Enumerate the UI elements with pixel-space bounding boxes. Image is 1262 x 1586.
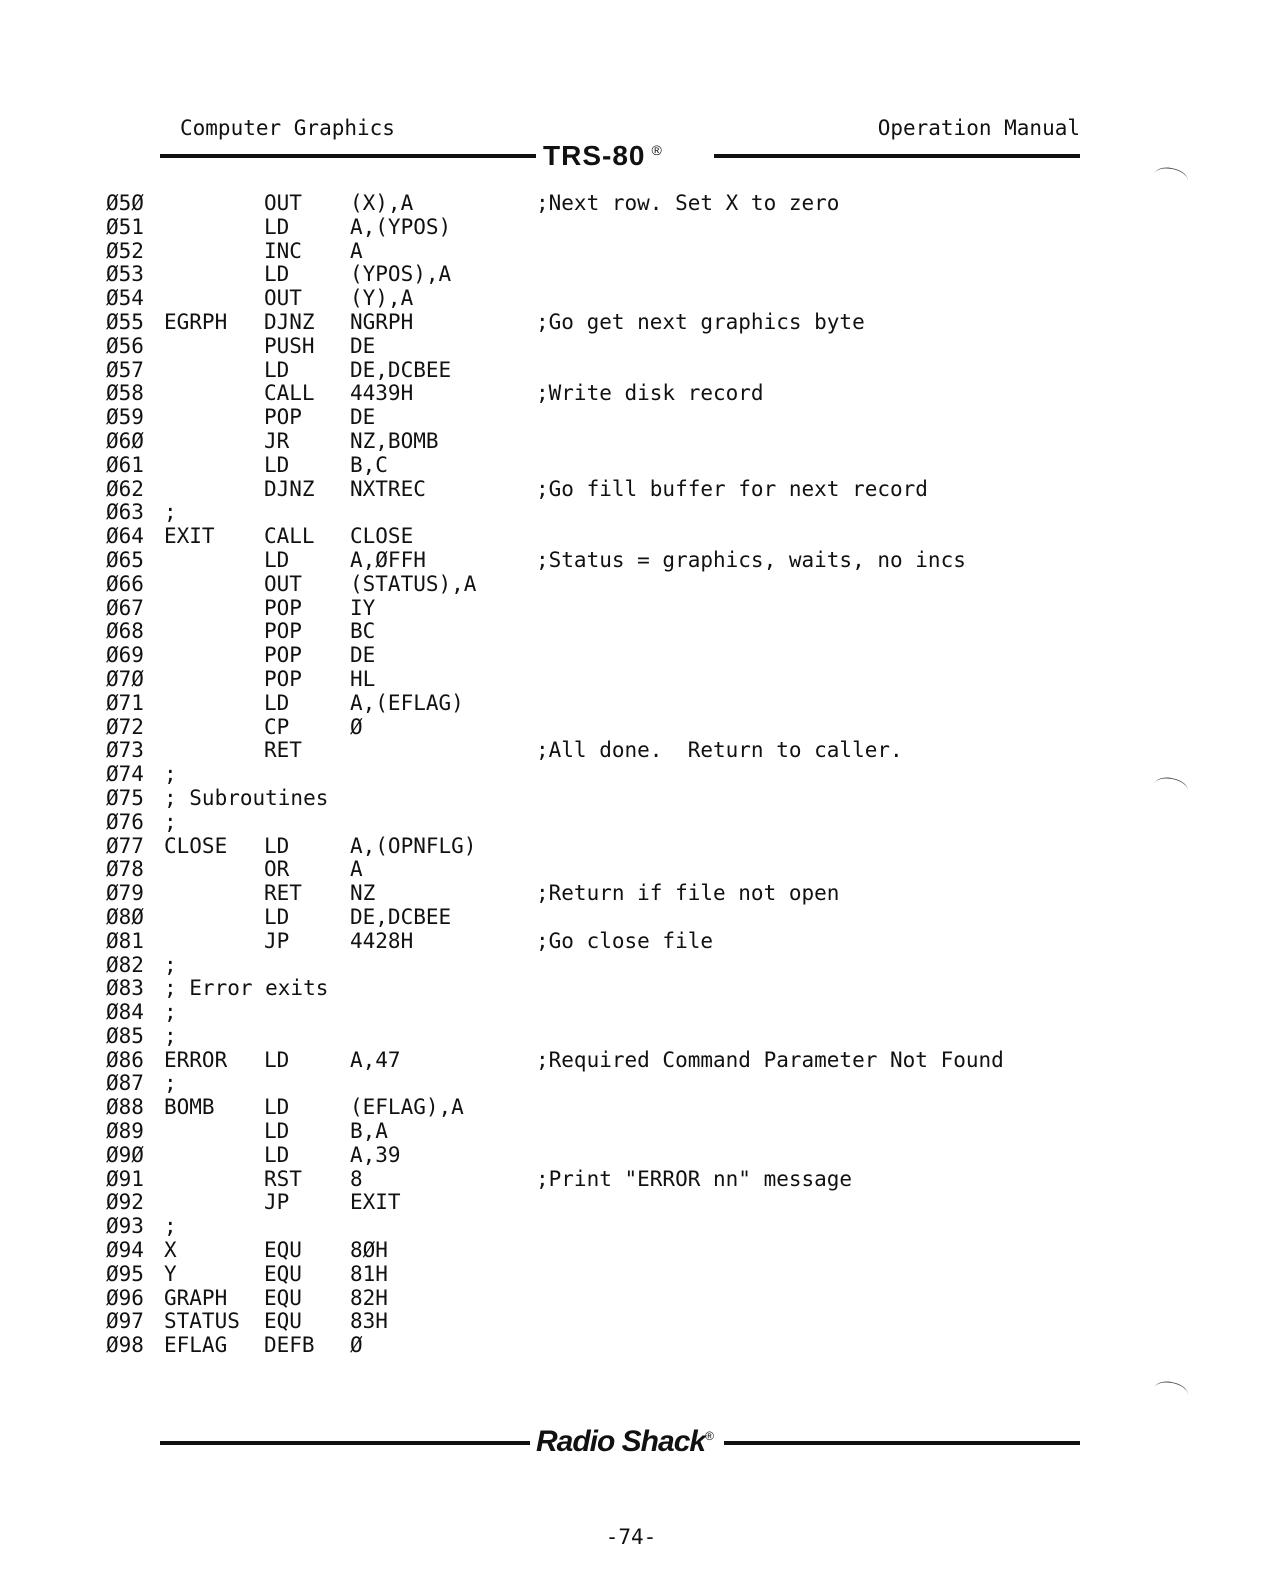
header-title-left: Computer Graphics bbox=[180, 116, 395, 140]
line-number: Ø71 bbox=[106, 690, 144, 715]
line-number: Ø86 bbox=[106, 1047, 144, 1072]
code-label: ; bbox=[164, 809, 177, 834]
line-number: Ø77 bbox=[106, 833, 144, 858]
code-label: EXIT bbox=[164, 524, 215, 549]
code-opcode: LD bbox=[264, 1119, 290, 1144]
code-operand: 8ØH bbox=[350, 1238, 388, 1263]
code-operand: DE,DCBEE bbox=[350, 357, 452, 382]
line-number: Ø54 bbox=[106, 286, 144, 311]
line-number: Ø72 bbox=[106, 714, 144, 739]
code-comment: ;Required Command Parameter Not Found bbox=[536, 1047, 1004, 1072]
code-opcode: OUT bbox=[264, 571, 302, 596]
code-label: Y bbox=[164, 1261, 177, 1286]
code-operand: HL bbox=[350, 666, 376, 691]
code-operand: A bbox=[350, 857, 363, 882]
code-label: ; bbox=[164, 1000, 177, 1025]
header-rule-left bbox=[160, 154, 536, 158]
code-operand: DE bbox=[350, 643, 376, 668]
code-opcode: INC bbox=[264, 238, 302, 263]
code-comment: ;Write disk record bbox=[536, 381, 764, 406]
code-operand: NGRPH bbox=[350, 309, 414, 334]
code-operand: Ø bbox=[350, 1333, 363, 1358]
line-number: Ø5Ø bbox=[106, 191, 144, 215]
code-opcode: PUSH bbox=[264, 333, 315, 358]
line-number: Ø98 bbox=[106, 1333, 144, 1358]
line-number: Ø68 bbox=[106, 619, 144, 644]
code-opcode: LD bbox=[264, 357, 290, 382]
line-number: Ø85 bbox=[106, 1023, 144, 1048]
radio-shack-logo bbox=[536, 1425, 713, 1459]
code-operand: A,39 bbox=[350, 1142, 401, 1167]
code-opcode: LD bbox=[264, 690, 290, 715]
line-number: Ø73 bbox=[106, 738, 144, 763]
code-operand: A,(YPOS) bbox=[350, 214, 452, 239]
line-number: Ø56 bbox=[106, 333, 144, 358]
code-label: ; bbox=[164, 952, 177, 977]
code-operand: 83H bbox=[350, 1309, 388, 1334]
code-operand: A,(EFLAG) bbox=[350, 690, 464, 715]
code-operand: (EFLAG),A bbox=[350, 1095, 464, 1120]
code-label: ERROR bbox=[164, 1047, 228, 1072]
code-opcode: LD bbox=[264, 452, 290, 477]
code-opcode: LD bbox=[264, 904, 290, 929]
code-opcode: JP bbox=[264, 928, 290, 953]
code-comment: ;Return if file not open bbox=[536, 881, 840, 906]
trs80-logo bbox=[543, 140, 663, 172]
code-opcode: OUT bbox=[264, 191, 302, 215]
code-label: ; bbox=[164, 762, 177, 787]
code-opcode: LD bbox=[264, 214, 290, 239]
margin-mark bbox=[1152, 1379, 1189, 1405]
footer-registered-mark: ® bbox=[705, 1429, 713, 1443]
line-number: Ø94 bbox=[106, 1238, 144, 1263]
line-number: Ø84 bbox=[106, 1000, 144, 1025]
line-number: Ø92 bbox=[106, 1190, 144, 1215]
code-operand: (YPOS),A bbox=[350, 262, 452, 287]
code-comment: ;Go fill buffer for next record bbox=[536, 476, 928, 501]
code-opcode: LD bbox=[264, 1095, 290, 1120]
line-number: Ø88 bbox=[106, 1095, 144, 1120]
line-number: Ø78 bbox=[106, 857, 144, 882]
code-opcode: CALL bbox=[264, 381, 315, 406]
code-opcode: LD bbox=[264, 262, 290, 287]
code-operand: CLOSE bbox=[350, 524, 414, 549]
line-number: Ø57 bbox=[106, 357, 144, 382]
line-number: Ø6Ø bbox=[106, 428, 144, 453]
code-opcode: LD bbox=[264, 547, 290, 572]
code-opcode: DJNZ bbox=[264, 309, 315, 334]
line-number: Ø95 bbox=[106, 1261, 144, 1286]
line-number: Ø75 bbox=[106, 785, 144, 810]
code-opcode: CP bbox=[264, 714, 290, 739]
line-number: Ø79 bbox=[106, 881, 144, 906]
code-opcode: POP bbox=[264, 405, 302, 430]
code-operand: 81H bbox=[350, 1261, 388, 1286]
code-operand: 8 bbox=[350, 1166, 363, 1191]
line-number: Ø74 bbox=[106, 762, 144, 787]
code-opcode: EQU bbox=[264, 1285, 302, 1310]
line-number: Ø81 bbox=[106, 928, 144, 953]
line-number: Ø8Ø bbox=[106, 904, 144, 929]
code-label: ; Error exits bbox=[164, 976, 329, 1001]
code-opcode: POP bbox=[264, 643, 302, 668]
page-number: -74- bbox=[605, 1525, 657, 1549]
code-operand: BC bbox=[350, 619, 376, 644]
footer-rule-left bbox=[160, 1441, 530, 1445]
footer-rule-right bbox=[724, 1441, 1080, 1445]
code-opcode: RET bbox=[264, 738, 302, 763]
code-opcode: RET bbox=[264, 881, 302, 906]
code-label: ; bbox=[164, 1071, 177, 1096]
line-number: Ø59 bbox=[106, 405, 144, 430]
code-opcode: LD bbox=[264, 1047, 290, 1072]
code-opcode: CALL bbox=[264, 524, 315, 549]
line-number: Ø64 bbox=[106, 524, 144, 549]
code-opcode: POP bbox=[264, 595, 302, 620]
code-operand: A,ØFFH bbox=[350, 547, 426, 572]
line-number: Ø9Ø bbox=[106, 1142, 144, 1167]
code-operand: NZ,BOMB bbox=[350, 428, 439, 453]
code-opcode: JP bbox=[264, 1190, 290, 1215]
code-operand: EXIT bbox=[350, 1190, 401, 1215]
code-opcode: DJNZ bbox=[264, 476, 315, 501]
code-label: ; bbox=[164, 1023, 177, 1048]
line-number: Ø96 bbox=[106, 1285, 144, 1310]
code-label: BOMB bbox=[164, 1095, 215, 1120]
code-opcode: OR bbox=[264, 857, 290, 882]
code-operand: NXTREC bbox=[350, 476, 426, 501]
code-operand: A,47 bbox=[350, 1047, 401, 1072]
line-number: Ø66 bbox=[106, 571, 144, 596]
line-number: Ø87 bbox=[106, 1071, 144, 1096]
code-opcode: POP bbox=[264, 619, 302, 644]
code-opcode: OUT bbox=[264, 286, 302, 311]
code-operand: B,C bbox=[350, 452, 388, 477]
line-number: Ø55 bbox=[106, 309, 144, 334]
code-operand: B,A bbox=[350, 1119, 388, 1144]
code-opcode: EQU bbox=[264, 1261, 302, 1286]
code-opcode: RST bbox=[264, 1166, 302, 1191]
line-number: Ø97 bbox=[106, 1309, 144, 1334]
code-operand: DE bbox=[350, 405, 376, 430]
code-opcode: POP bbox=[264, 666, 302, 691]
code-comment: ;Status = graphics, waits, no incs bbox=[536, 547, 966, 572]
code-opcode: DEFB bbox=[264, 1333, 315, 1358]
code-opcode: LD bbox=[264, 1142, 290, 1167]
code-operand: A bbox=[350, 238, 363, 263]
code-comment: ;Print "ERROR nn" message bbox=[536, 1166, 853, 1191]
line-number: Ø82 bbox=[106, 952, 144, 977]
line-number: Ø51 bbox=[106, 214, 144, 239]
margin-mark bbox=[1152, 165, 1189, 191]
line-number: Ø53 bbox=[106, 262, 144, 287]
code-comment: ;All done. Return to caller. bbox=[536, 738, 903, 763]
code-label: GRAPH bbox=[164, 1285, 228, 1310]
code-operand: 82H bbox=[350, 1285, 388, 1310]
line-number: Ø52 bbox=[106, 238, 144, 263]
margin-mark bbox=[1152, 775, 1189, 801]
line-number: Ø89 bbox=[106, 1119, 144, 1144]
code-label: EFLAG bbox=[164, 1333, 228, 1358]
line-number: Ø76 bbox=[106, 809, 144, 834]
code-label: CLOSE bbox=[164, 833, 228, 858]
code-comment: ;Next row. Set X to zero bbox=[536, 191, 840, 215]
line-number: Ø93 bbox=[106, 1214, 144, 1239]
code-opcode: EQU bbox=[264, 1309, 302, 1334]
line-number: Ø65 bbox=[106, 547, 144, 572]
code-label: ; Subroutines bbox=[164, 785, 329, 810]
line-number: Ø58 bbox=[106, 381, 144, 406]
code-label: STATUS bbox=[164, 1309, 240, 1334]
code-operand: Ø bbox=[350, 714, 363, 739]
line-number: Ø91 bbox=[106, 1166, 144, 1191]
code-operand: A,(OPNFLG) bbox=[350, 833, 477, 858]
code-operand: DE,DCBEE bbox=[350, 904, 452, 929]
line-number: Ø7Ø bbox=[106, 666, 144, 691]
code-label: X bbox=[164, 1238, 177, 1263]
code-comment: ;Go get next graphics byte bbox=[536, 309, 865, 334]
code-operand: 4439H bbox=[350, 381, 414, 406]
header-title-right: Operation Manual bbox=[877, 116, 1080, 140]
line-number: Ø67 bbox=[106, 595, 144, 620]
code-operand: 4428H bbox=[350, 928, 414, 953]
code-operand: (X),A bbox=[350, 191, 414, 215]
line-number: Ø63 bbox=[106, 500, 144, 525]
radio-shack-logo-text: Radio Shack bbox=[536, 1425, 706, 1458]
code-operand: NZ bbox=[350, 881, 376, 906]
code-comment: ;Go close file bbox=[536, 928, 714, 953]
code-operand: IY bbox=[350, 595, 376, 620]
line-number: Ø83 bbox=[106, 976, 144, 1001]
code-opcode: JR bbox=[264, 428, 290, 453]
code-operand: DE bbox=[350, 333, 376, 358]
code-opcode: EQU bbox=[264, 1238, 302, 1263]
code-operand: (Y),A bbox=[350, 286, 414, 311]
code-label: EGRPH bbox=[164, 309, 228, 334]
code-opcode: LD bbox=[264, 833, 290, 858]
header-rule-right bbox=[714, 154, 1080, 158]
trs80-logo-text: TRS-80 bbox=[543, 140, 646, 171]
line-number: Ø69 bbox=[106, 643, 144, 668]
code-operand: (STATUS),A bbox=[350, 571, 477, 596]
line-number: Ø61 bbox=[106, 452, 144, 477]
registered-mark: ® bbox=[651, 141, 663, 158]
code-label: ; bbox=[164, 500, 177, 525]
line-number: Ø62 bbox=[106, 476, 144, 501]
code-label: ; bbox=[164, 1214, 177, 1239]
